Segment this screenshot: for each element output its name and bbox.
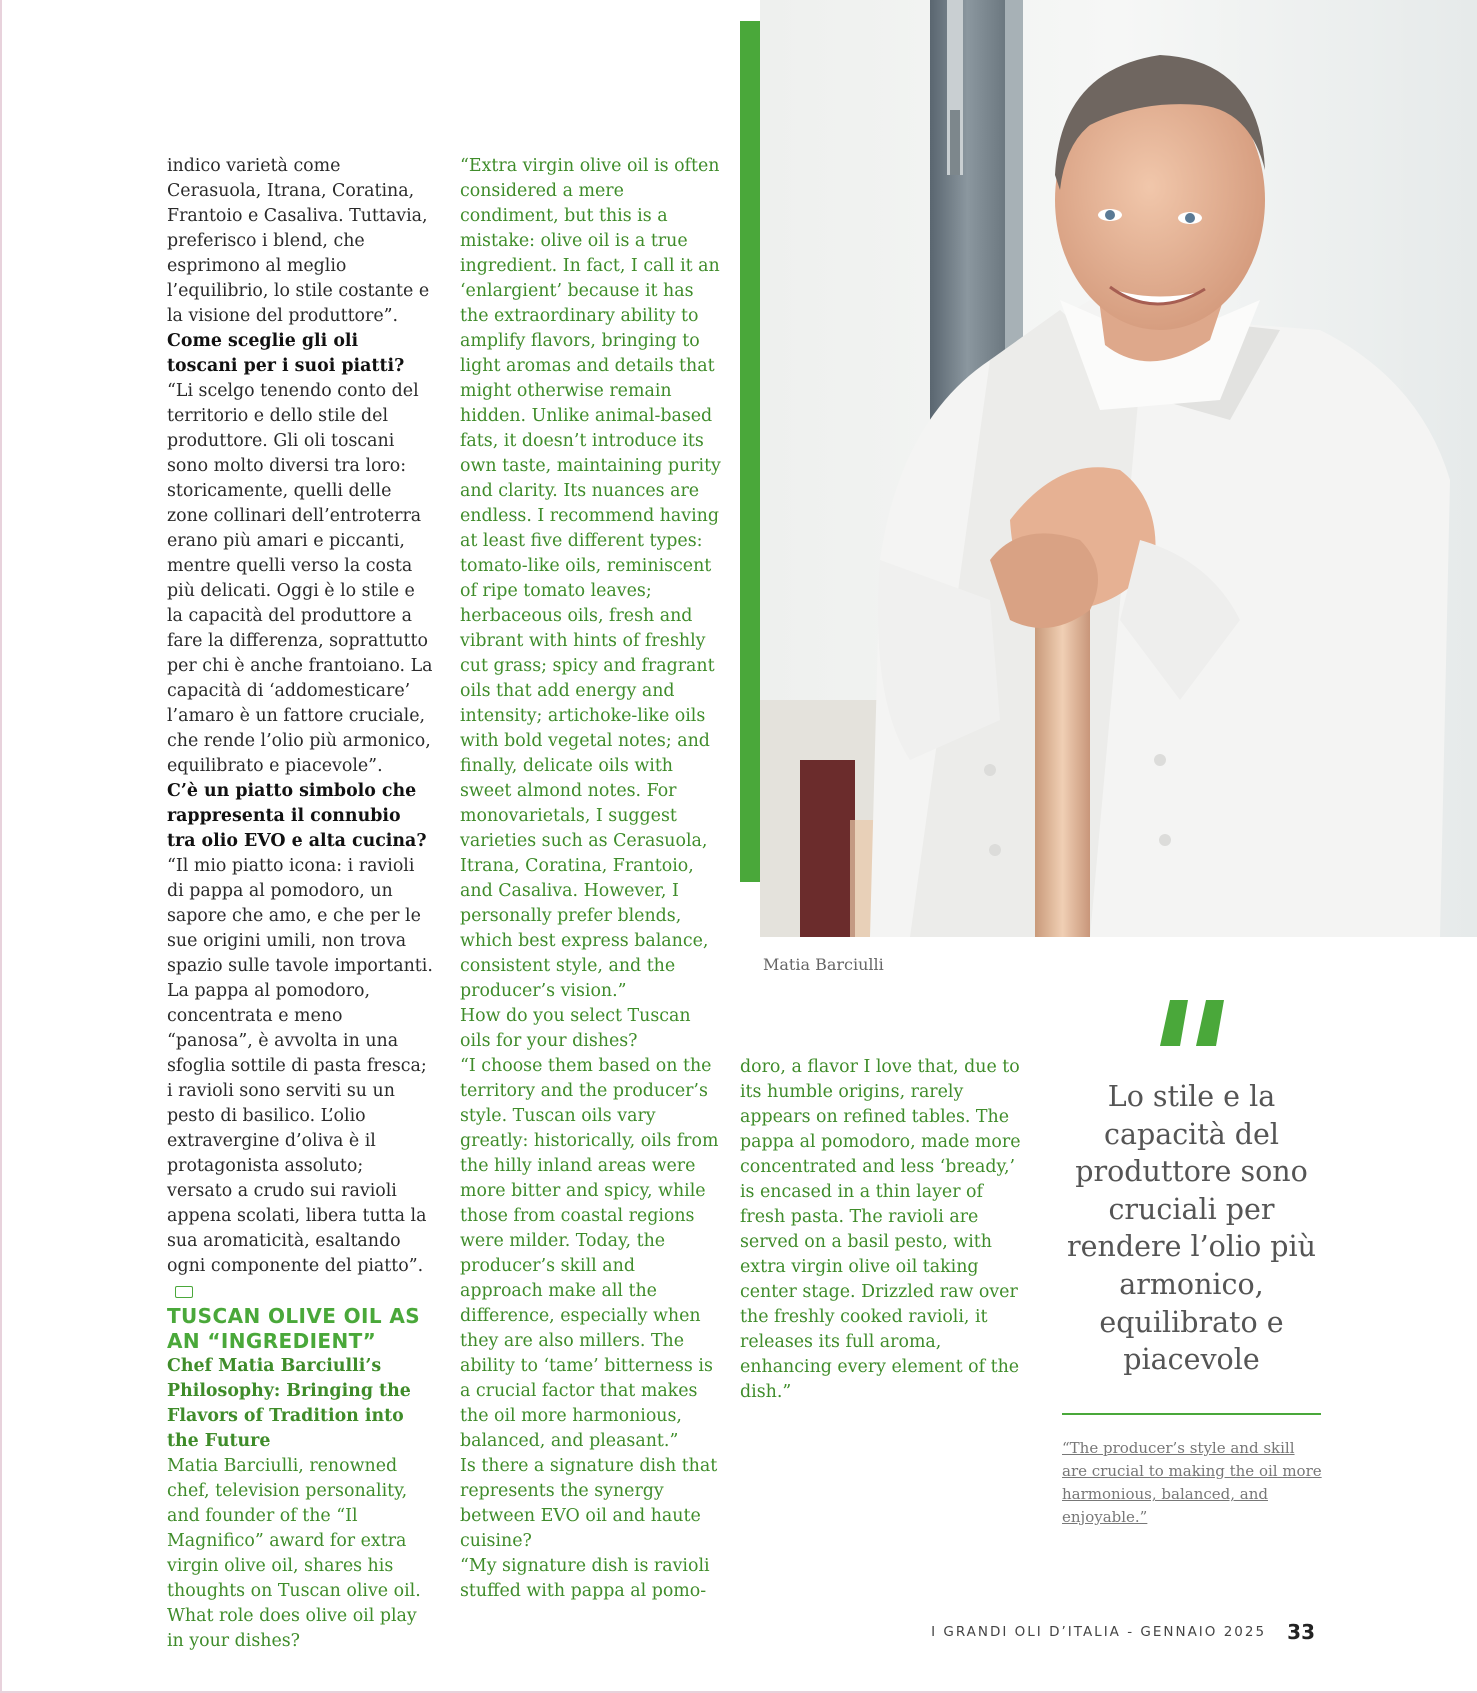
photo-caption: Matia Barciulli: [763, 955, 884, 974]
page-edge-left: [0, 0, 2, 1693]
paragraph: indico varietà come Cerasuola, Itrana, Coratina, Frantoio e Casaliva. Tuttavia, preferisco i blend, che esprimono al meglio l’equilibrio, lo stile costante e la visione del produttore”.: [167, 156, 430, 326]
interview-question: What role does olive oil play in your dishes?: [167, 1606, 417, 1651]
interview-question: Is there a signature dish that represents the synergy between EVO oil and haute cuisine?: [460, 1456, 718, 1551]
chef-portrait-photo: [760, 0, 1477, 937]
interview-question: C’è un piatto simbolo che rappresenta il connubio tra olio EVO e alta cucina?: [167, 781, 427, 851]
section-title: TUSCAN OLIVE OIL AS AN “INGREDIENT”: [167, 1304, 421, 1353]
interview-question: How do you select Tuscan oils for your dishes?: [460, 1006, 691, 1051]
article-subtitle: Chef Matia Barciulli’s Philosophy: Bringing the Flavors of Tradition into the Future: [167, 1356, 411, 1451]
interview-question: Come sceglie gli oli toscani per i suoi piatti?: [167, 331, 405, 376]
paragraph: “Li scelgo tenendo conto del territorio e dello stile del produttore. Gli oli toscani sono molto diversi tra loro: storicamente, quelli delle zone collinari dell’entroterra erano più amari e piccanti, mentre quelli verso la costa più delicati. Oggi è lo stile e la capacità del produttore a fare la differenza, soprattutto per chi è anche frantoiano. La capacità di ‘addomesticare’ l’amaro è un fattore cruciale, che rende l’olio più armonico, equilibrato e piacevole”.: [167, 381, 433, 776]
article-column-3: [740, 1055, 1022, 1405]
pull-quote: Lo stile e la capacità del produttore sono cruciali per rendere l’olio più armonico, equilibrato e piacevole: [1067, 1080, 1316, 1377]
article-column-2: [460, 154, 722, 1604]
paragraph-text: “Il mio piatto icona: i ravioli di pappa al pomodoro, un sapore che amo, e che per le sue origini umili, non trova spazio sulle tavole importanti. La pappa al pomodoro, concentrata e meno “panosa”, è avvolta in una sfoglia sottile di pasta fresca; i ravioli sono serviti su un pesto di basilico. L’olio extravergine d’oliva è il protagonista assoluto; versato a crudo sui ravioli appena scolati, libera tutta la sua aromaticità, esaltando ogni componente del piatto”.: [167, 856, 433, 1276]
green-accent-bar: [740, 21, 760, 882]
paragraph: “My signature dish is ravioli stuffed with pappa al pomo-: [460, 1556, 710, 1601]
quote-divider: [1062, 1413, 1321, 1415]
paragraph: “Extra virgin olive oil is often considered a mere condiment, but this is a mistake: olive oil is a true ingredient. In fact, I call it an ‘enlargient’ because it has the extraordinary ability to amplify flavors, bringing to light aromas and details that might otherwise remain hidden. Unlike animal-based fats, it doesn’t introduce its own taste, maintaining purity and clarity. Its nuances are endless. I recommend having at least five different types: tomato-like oils, reminiscent of ripe tomato leaves; herbaceous oils, fresh and vibrant with hints of freshly cut grass; spicy and fragrant oils that add energy and intensity; artichoke-like oils with bold vegetal notes; and finally, delicate oils with sweet almond notes. For monovarietals, I suggest varieties such as Cerasuola, Itrana, Coratina, Frantoio, and Casaliva. However, I personally prefer blends, which best express balance, consistent style, and the producer’s vision.”: [460, 156, 721, 1001]
article-intro: Matia Barciulli, renowned chef, television personality, and founder of the “Il Magnifico” award for extra virgin olive oil, shares his thoughts on Tuscan olive oil.: [167, 1456, 421, 1601]
article-column-1: [167, 154, 433, 1654]
publication-name: I GRANDI OLI D’ITALIA - GENNAIO 2025: [931, 1624, 1267, 1640]
paragraph: doro, a flavor I love that, due to its humble origins, rarely appears on refined tables. The pappa al pomodoro, made more concentrated and less ‘bready,’ is encased in a thin layer of fresh pasta. The ravioli are served on a basil pesto, with extra virgin olive oil taking center stage. Drizzled raw over the freshly cooked ravioli, it releases its full aroma, enhancing every element of the dish.”: [740, 1057, 1021, 1402]
paragraph: [167, 854, 433, 1304]
end-of-article-icon: [175, 1286, 193, 1298]
page-number: 33: [1287, 1620, 1315, 1644]
quote-mark-icon: [1160, 1000, 1230, 1050]
paragraph: “I choose them based on the territory and the producer’s style. Tuscan oils vary greatly: historically, oils from the hilly inland areas were more bitter and spicy, while those from coastal regions were milder. Today, the producer’s skill and approach make all the difference, especially when they are also millers. The ability to ‘tame’ bitterness is a crucial factor that makes the oil more harmonious, balanced, and pleasant.”: [460, 1056, 719, 1451]
page-footer: [931, 1620, 1315, 1644]
pull-quote-translation: “The producer’s style and skill are crucial to making the oil more harmonious, balanced, and enjoyable.”: [1062, 1439, 1322, 1526]
